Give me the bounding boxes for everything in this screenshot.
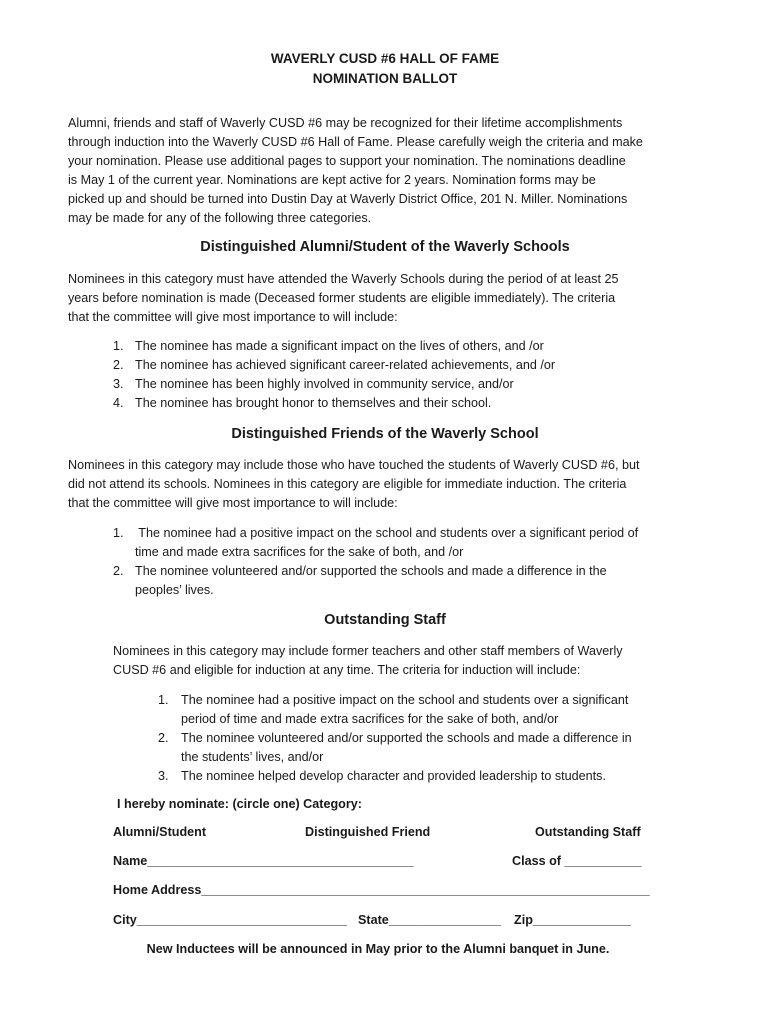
staff-intro [113, 642, 623, 680]
staff-heading: Outstanding Staff [324, 612, 446, 628]
zip-field[interactable]: Zip______________ [514, 913, 631, 927]
item-text: The nominee has been highly involved in community service, and/or [135, 377, 514, 391]
item-text: time and made extra sacrifices for the sake of both, and /or [135, 545, 464, 559]
name-field[interactable]: Name______________________________________ [113, 854, 414, 868]
friends-intro [68, 456, 639, 513]
alumni-intro-line: that the committee will give most importance to will include: [68, 310, 398, 324]
item-text: The nominee had a positive impact on the school and students over a significant period of [135, 526, 639, 540]
intro-line: Alumni, friends and staff of Waverly CUSD #6 may be recognized for their lifetime accomplishments [68, 116, 623, 130]
item-text: The nominee volunteered and/or supported the schools and made a difference in [181, 731, 632, 745]
item-number: 3. [113, 377, 124, 391]
item-number: 1. [113, 339, 124, 353]
friends-intro-line: Nominees in this category may include those who have touched the students of Waverly CUSD #6, but [68, 458, 640, 472]
alumni-intro-line: years before nomination is made (Deceased former students are eligible immediately). The criteria [68, 291, 616, 305]
alumni-heading: Distinguished Alumni/Student of the Waverly Schools [200, 239, 570, 255]
home-address-field[interactable]: Home Address________________________________________________________________ [113, 883, 650, 897]
item-text: The nominee volunteered and/or supported the schools and made a difference in the [135, 564, 607, 578]
staff-intro-line: CUSD #6 and eligible for induction at any time. The criteria for induction will include: [113, 663, 581, 677]
item-text: peoples’ lives. [135, 583, 214, 597]
item-number: 1. [158, 693, 169, 707]
item-number: 4. [113, 396, 124, 410]
friends-intro-line: did not attend its schools. Nominees in this category are eligible for immediate induction. The criteria [68, 477, 627, 491]
item-text: the students’ lives, and/or [181, 750, 324, 764]
page-title: WAVERLY CUSD #6 HALL OF FAME [270, 51, 500, 66]
alumni-intro [68, 270, 618, 327]
city-field[interactable]: City______________________________ [113, 913, 347, 927]
item-text: The nominee helped develop character and provided leadership to students. [181, 769, 606, 783]
item-text: period of time and made extra sacrifices for the sake of both, and/or [181, 712, 559, 726]
intro-line: may be made for any of the following three categories. [68, 211, 372, 225]
nominate-label: I hereby nominate: (circle one) Category: [117, 797, 362, 811]
intro-line: picked up and should be turned into Dustin Day at Waverly District Office, 201 N. Miller. Nominations [68, 192, 628, 206]
friends-intro-line: that the committee will give most importance to will include: [68, 496, 398, 510]
class-of-field[interactable]: Class of ___________ [512, 854, 642, 868]
item-number: 3. [158, 769, 169, 783]
state-field[interactable]: State________________ [358, 913, 501, 927]
item-text: The nominee had a positive impact on the school and students over a significant [181, 693, 629, 707]
intro-line: your nomination. Please use additional pages to support your nomination. The nominations deadline [68, 154, 626, 168]
footer-note: New Inductees will be announced in May prior to the Alumni banquet in June. [146, 942, 610, 956]
item-text: The nominee has made a significant impact on the lives of others, and /or [135, 339, 544, 353]
alumni-intro-line: Nominees in this category must have attended the Waverly Schools during the period of at least 25 [68, 272, 619, 286]
intro-line: is May 1 of the current year. Nominations are kept active for 2 years. Nomination forms may be [68, 173, 596, 187]
page-subtitle: NOMINATION BALLOT [312, 71, 458, 86]
category-staff-option[interactable]: Outstanding Staff [535, 825, 641, 839]
item-number: 2. [113, 358, 124, 372]
category-alumni-option[interactable]: Alumni/Student [113, 825, 207, 839]
item-number: 1. [113, 526, 124, 540]
item-number: 2. [158, 731, 169, 745]
intro-line: through induction into the Waverly CUSD #6 Hall of Fame. Please carefully weigh the criteria and make [68, 135, 643, 149]
staff-intro-line: Nominees in this category may include former teachers and other staff members of Waverly [113, 644, 623, 658]
item-text: The nominee has brought honor to themselves and their school. [135, 396, 492, 410]
item-text: The nominee has achieved significant career-related achievements, and /or [135, 358, 556, 372]
friends-heading: Distinguished Friends of the Waverly School [231, 426, 539, 442]
item-number: 2. [113, 564, 124, 578]
intro-paragraph [68, 114, 643, 228]
category-friend-option[interactable]: Distinguished Friend [305, 825, 431, 839]
